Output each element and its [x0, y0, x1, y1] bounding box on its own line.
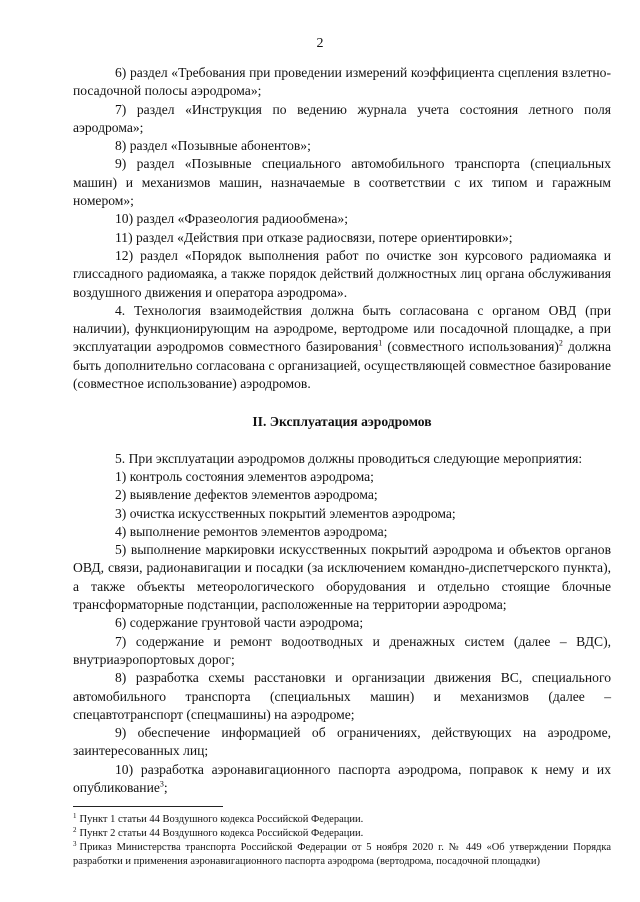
list-item-1: 1) контроль состояния элементов аэродрома;: [115, 468, 374, 484]
footnote-text: Пункт 1 статьи 44 Воздушного кодекса Российской Федерации.: [79, 814, 364, 825]
list-item-8: 8) разработка схемы расстановки и организации движения ВС, специального автомобильного транспорта (специальных машин) и механизмов (далее – спецавтотранспорт (спецмашины) на аэродроме;: [73, 670, 611, 722]
footnote-text: Пункт 2 статьи 44 Воздушного кодекса Российской Федерации.: [79, 828, 364, 839]
paragraph-4-part2: (совместного использования): [382, 339, 559, 355]
section-heading: II. Эксплуатация аэродромов: [252, 414, 432, 430]
list-item-6: 6) содержание грунтовой части аэродрома;: [115, 615, 364, 631]
list-item-4: 4) выполнение ремонтов элементов аэродрома;: [115, 523, 388, 539]
paragraph-4-part3: должна быть дополнительно согласована с организацией, осуществляющей совместное базирование (совместное использование) аэродромов.: [73, 339, 612, 392]
footnote-separator: [73, 806, 223, 807]
paragraph-4: [73, 302, 611, 393]
paragraph-item-7: 7) раздел «Инструкция по ведению журнала учета состояния летного поля аэродрома»;: [73, 101, 611, 135]
paragraph-4-part1: 4. Технология взаимодействия должна быть согласована с органом ОВД (при наличии), функционирующим на аэродроме, вертодроме или посадочной площадке, а при эксплуатации аэродромов совместного базирования: [73, 302, 611, 355]
footnote-mark: 2: [73, 825, 77, 834]
footnote-ref-3: 3: [159, 779, 164, 789]
paragraph-item-9: 9) раздел «Позывные специального автомобильного транспорта (специальных машин) и механизмов машин, назначаемые в соответствии с их типом и гаражным номером»;: [73, 156, 611, 209]
footnote-mark: 1: [73, 811, 77, 820]
footnotes: [73, 813, 611, 869]
list-item-2: 2) выявление дефектов элементов аэродрома;: [115, 487, 378, 503]
footnote-mark: 3: [73, 839, 77, 848]
footnote-3: [73, 841, 611, 869]
paragraph-item-8: 8) раздел «Позывные абонентов»;: [115, 138, 311, 154]
footnote-ref-1: 1: [378, 338, 383, 348]
list-item-10-tail: ;: [163, 779, 168, 795]
paragraph-item-10: 10) раздел «Фразеология радиообмена»;: [115, 211, 348, 227]
paragraph-item-11: 11) раздел «Действия при отказе радиосвязи, потере ориентировки»;: [115, 229, 513, 245]
list-item-7: 7) содержание и ремонт водоотводных и дренажных систем (далее – ВДС), внутриаэропортовых дорог;: [73, 633, 611, 667]
document-body: [73, 64, 611, 797]
footnote-2: [73, 827, 611, 841]
paragraph-5: 5. При эксплуатации аэродромов должны проводиться следующие мероприятия:: [115, 450, 583, 466]
list-item-10-text: 10) разработка аэронавигационного паспорта аэродрома, поправок к нему и их опубликование: [73, 761, 611, 795]
footnote-ref-2: 2: [558, 338, 563, 348]
page-number: 2: [316, 36, 324, 51]
paragraph-item-6: 6) раздел «Требования при проведении измерений коэффициента сцепления взлетно-посадочной полосы аэродрома»;: [73, 65, 611, 99]
list-item-5: 5) выполнение маркировки искусственных покрытий аэродрома и объектов органов ОВД, связи, радионавигации и посадки (за исключением командно-диспетчерского пункта), а также объекты метеорологического оборудования и отдельно стоящие блочные трансформаторные подстанции, расположенные на территории аэродрома;: [73, 542, 611, 613]
footnote-text: Приказ Министерства транспорта Российской Федерации от 5 ноября 2020 г. № 449 «Об утверждении Порядка разработки и применения аэронавигационного паспорта аэродрома (вертодрома, посадочной площадки): [73, 842, 611, 867]
paragraph-item-12: 12) раздел «Порядок выполнения работ по очистке зон курсового радиомаяка и глиссадного радиомаяка, а также порядок действий должностных лиц органа обслуживания воздушного движения и оператора аэродрома».: [73, 247, 611, 300]
footnote-1: [73, 813, 611, 827]
list-item-9: 9) обеспечение информацией об ограничениях, действующих на аэродроме, заинтересованных лиц;: [73, 725, 611, 759]
list-item-10: [73, 761, 611, 798]
list-item-3: 3) очистка искусственных покрытий элементов аэродрома;: [115, 505, 456, 521]
